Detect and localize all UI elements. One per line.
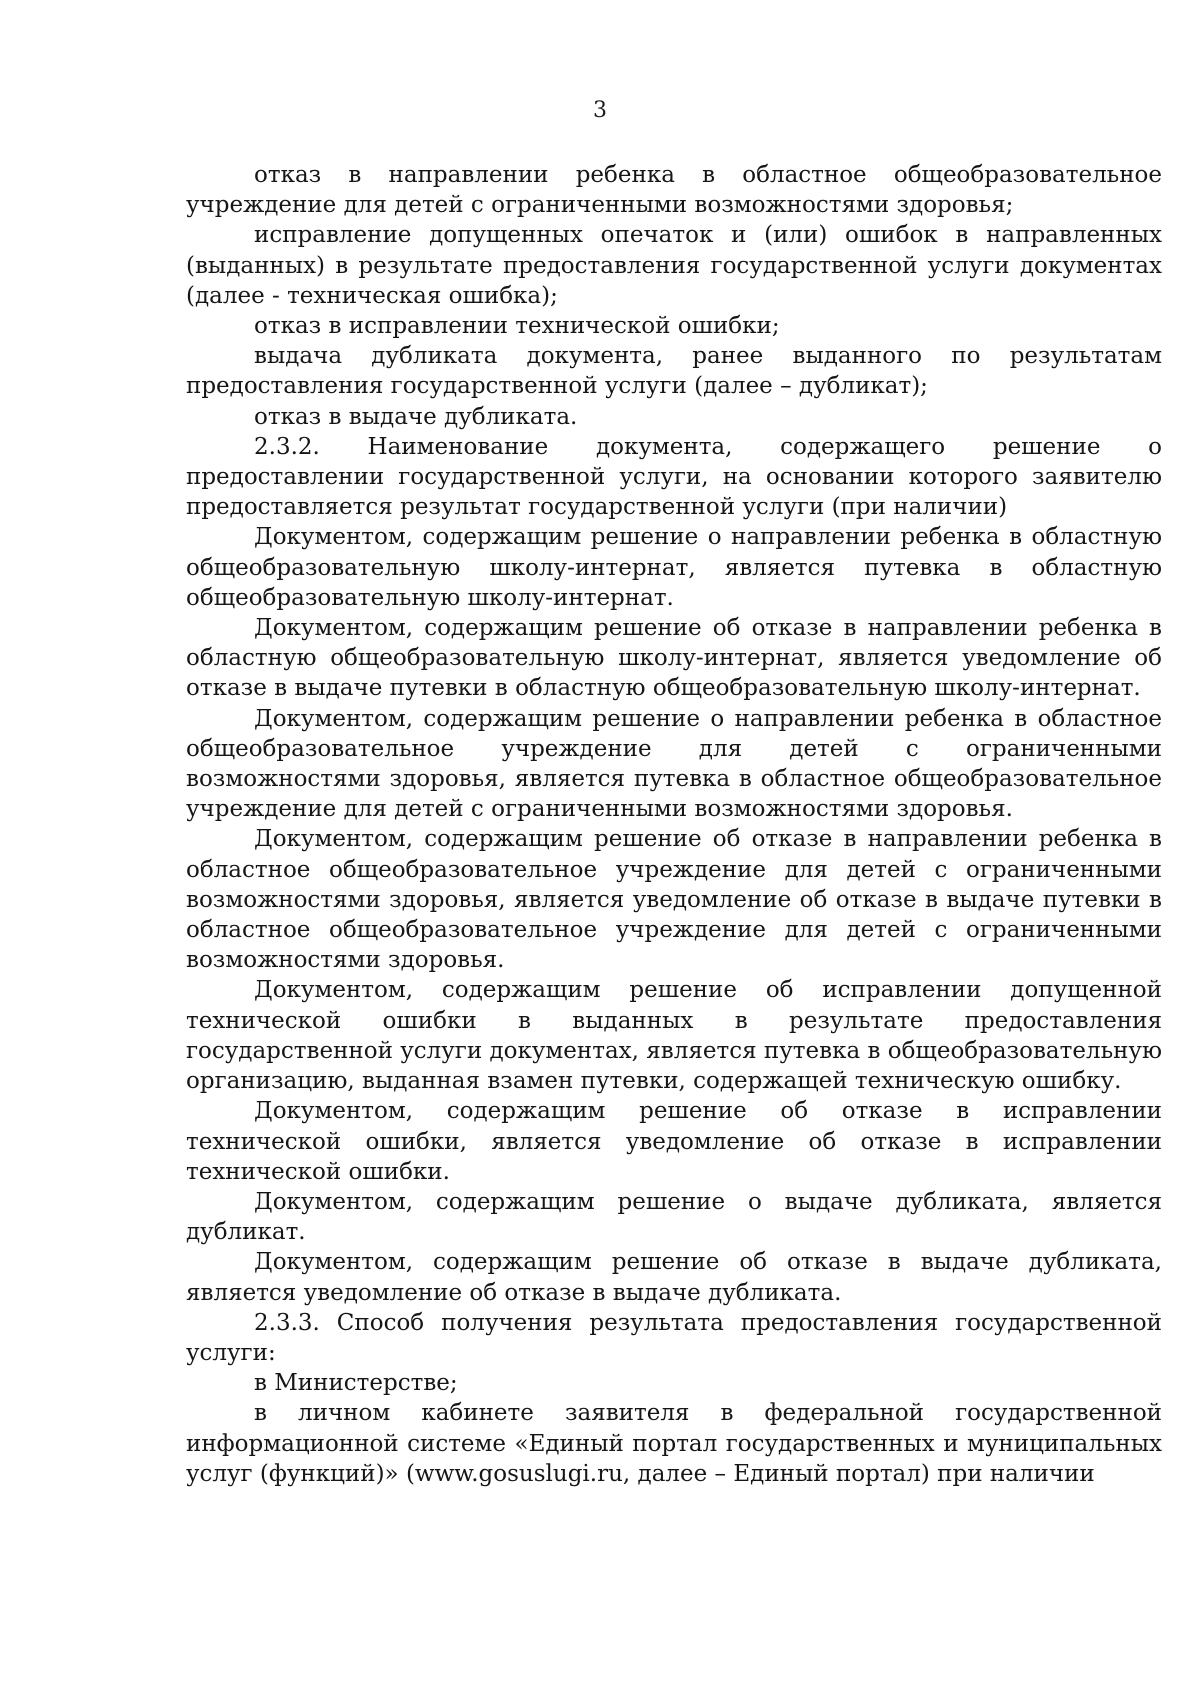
paragraph-refusal-duplicate: отказ в выдаче дубликата.	[254, 403, 578, 430]
section-2-3-3-heading: 2.3.3. Способ получения результата предоставления государственной услуги:	[186, 1309, 1162, 1366]
paragraph-refusal-boarding-school: Документом, содержащим решение об отказе в направлении ребенка в областную общеобразовательную школу-интернат, является уведомление об отказе в выдаче путевки в областную общеобразовательную школу-интернат.	[186, 615, 1162, 702]
paragraph-in-ministry: в Министерстве;	[254, 1370, 458, 1397]
paragraph-correction-refusal-decision: Документом, содержащим решение об отказе в исправлении технической ошибки, является уведомление об отказе в исправлении технической ошибки.	[186, 1098, 1162, 1185]
paragraph-duplicate-decision: Документом, содержащим решение о выдаче дубликата, является дубликат.	[186, 1188, 1162, 1246]
paragraph-typo-correction: исправление допущенных опечаток и (или) ошибок в направленных (выданных) в результате предоставления государственной услуги документах (далее - техническая ошибка);	[186, 222, 1162, 309]
paragraph-personal-account: в личном кабинете заявителя в федеральной государственной информационной системе «Единый портал государственных и муниципальных услуг (функций)» (www.gosuslugi.ru, далее – Единый портал) при наличии	[186, 1400, 1162, 1487]
document-body	[186, 160, 1162, 1489]
paragraph-duplicate-refusal-decision: Документом, содержащим решение об отказе в выдаче дубликата, является уведомление об отказе в выдаче дубликата.	[186, 1249, 1162, 1306]
paragraph-voucher-boarding-school: Документом, содержащим решение о направлении ребенка в областную общеобразовательную школу-интернат, является путевка в областную общеобразовательную школу-интернат.	[186, 524, 1162, 611]
page-number: 3	[593, 98, 607, 123]
paragraph-correction-decision: Документом, содержащим решение об исправлении допущенной технической ошибки в выданных в результате предоставления государственной услуги документах, является путевка в общеобразовательную организацию, выданная взамен путевки, содержащей техническую ошибку.	[186, 977, 1162, 1095]
paragraph-refusal-correction: отказ в исправлении технической ошибки;	[254, 313, 780, 340]
paragraph-duplicate-issue: выдача дубликата документа, ранее выданного по результатам предоставления государственной услуги (далее – дубликат);	[186, 343, 1162, 400]
paragraph-refusal-voucher-special-school: Документом, содержащим решение об отказе в направлении ребенка в областное общеобразовательное учреждение для детей с ограниченными возможностями здоровья, является уведомление об отказе в выдаче путевки в областное общеобразовательное учреждение для детей с ограниченными возможностями здоровья.	[186, 826, 1162, 974]
paragraph-voucher-special-school: Документом, содержащим решение о направлении ребенка в областное общеобразовательное учреждение для детей с ограниченными возможностями здоровья, является путевка в областное общеобразовательное учреждение для детей с ограниченными возможностями здоровья.	[186, 705, 1162, 823]
paragraph-refusal-special-school: отказ в направлении ребенка в областное общеобразовательное учреждение для детей с ограниченными возможностями здоровья;	[186, 162, 1162, 219]
section-2-3-2-heading: 2.3.2. Наименование документа, содержащего решение о предоставлении государственной услуги, на основании которого заявителю предоставляется результат государственной услуги (при наличии)	[186, 433, 1162, 521]
